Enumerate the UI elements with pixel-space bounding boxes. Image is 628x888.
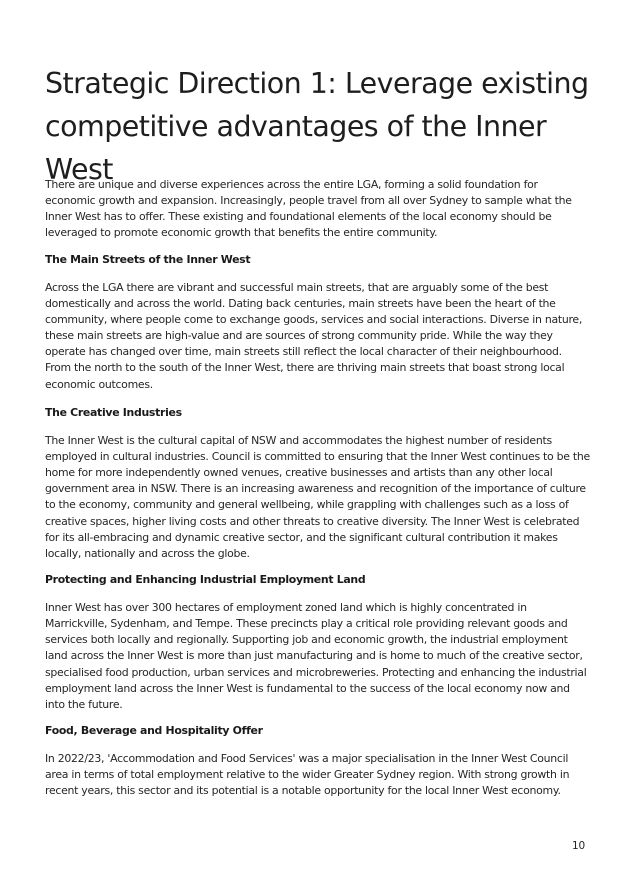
- page-number: 10: [572, 840, 585, 852]
- section-body-industrial-land: Inner West has over 300 hectares of employment zoned land which is highly concentrated in Marrickville, Sydenham, and Tempe. These precincts play a critical role providing relevant goods and services both locally and regionally. Supporting job and economic growth, the industrial employment land across the Inner West is more than just manufacturing and is home to much of the creative sector, specialised food production, urban services and microbreweries. Protecting and enhancing the industrial employment land across the Inner West is fundamental to the success of the local economy now and into the future.: [45, 600, 587, 711]
- section-heading-industrial-land: Protecting and Enhancing Industrial Employment Land: [45, 572, 366, 586]
- section-body-creative-industries: The Inner West is the cultural capital of NSW and accommodates the highest number of residents employed in cultural industries. Council is committed to ensuring that the Inner West continues to be the home for more independently owned venues, creative businesses and artists than any other local government area in NSW. There is an increasing awareness and recognition of the importance of culture to the economy, community and general wellbeing, while grappling with challenges such as a loss of creative spaces, higher living costs and other threats to creative diversity. The Inner West is celebrated for its all-embracing and dynamic creative sector, and the significant cultural contribution it makes locally, nationally and across the globe.: [45, 433, 590, 560]
- section-heading-creative-industries: The Creative Industries: [45, 405, 182, 419]
- page-title: Strategic Direction 1: Leverage existing competitive advantages of the Inner West: [45, 67, 589, 186]
- section-heading-food-beverage: Food, Beverage and Hospitality Offer: [45, 724, 263, 738]
- intro-paragraph: There are unique and diverse experiences across the entire LGA, forming a solid foundation for economic growth and expansion. Increasingly, people travel from all over Sydney to sample what the Inner West has to offer. These existing and foundational elements of the local economy should be leveraged to promote economic growth that benefits the entire community.: [45, 178, 572, 240]
- page-content: [45, 177, 590, 800]
- section-body-food-beverage: In 2022/23, 'Accommodation and Food Services' was a major specialisation in the Inner West Council area in terms of total employment relative to the wider Greater Sydney region. With strong growth in recent years, this sector and its potential is a notable opportunity for the local Inner West economy.: [45, 752, 570, 798]
- section-body-main-streets: Across the LGA there are vibrant and successful main streets, that are arguably some of the best domestically and across the world. Dating back centuries, main streets have been the heart of the community, where people come to exchange goods, services and social interactions. Diverse in nature, these main streets are high-value and are sources of strong community pride. While the way they operate has changed over time, main streets still reflect the local character of their neighbourhood. From the north to the south of the Inner West, there are thriving main streets that boast strong local economic outcomes.: [45, 280, 583, 391]
- section-heading-main-streets: The Main Streets of the Inner West: [45, 252, 251, 266]
